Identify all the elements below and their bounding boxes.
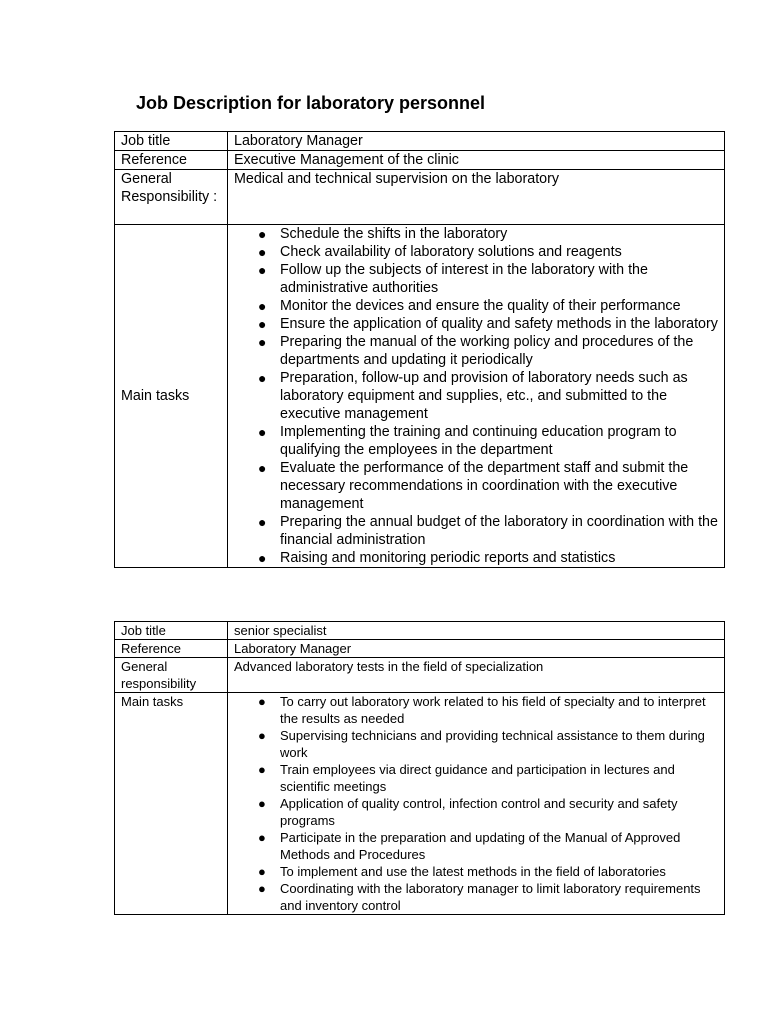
list-item: [258, 549, 718, 567]
list-item: [258, 315, 718, 333]
list-item: [258, 333, 718, 369]
table-row: [115, 225, 725, 568]
bullet-icon: ●: [258, 762, 266, 777]
task-text: To implement and use the latest methods in the field of laboratories: [280, 864, 666, 879]
bullet-icon: ●: [258, 864, 266, 879]
table-row: [115, 640, 725, 658]
task-text: Application of quality control, infection control and security and safety programs: [280, 796, 678, 828]
task-text: Raising and monitoring periodic reports and statistics: [280, 550, 616, 566]
list-item: [258, 243, 718, 261]
list-item: [258, 880, 718, 914]
list-item: [258, 369, 718, 423]
task-text: Preparing the annual budget of the laboratory in coordination with the financial administration: [280, 514, 718, 548]
task-text: Follow up the subjects of interest in the laboratory with the administrative authorities: [280, 262, 648, 296]
bullet-icon: ●: [258, 334, 267, 350]
list-item: [258, 863, 718, 880]
list-item: [258, 423, 718, 459]
bullet-icon: ●: [258, 796, 266, 811]
list-item: [258, 761, 718, 795]
bullet-icon: ●: [258, 262, 267, 278]
list-item: [258, 297, 718, 315]
job-title-value: senior specialist: [228, 622, 725, 640]
job-title-label: Job title: [115, 132, 228, 151]
general-responsibility-value: Advanced laboratory tests in the field of specialization: [228, 658, 725, 693]
main-tasks-list: [234, 225, 718, 567]
general-responsibility-value: Medical and technical supervision on the laboratory: [228, 170, 725, 225]
bullet-icon: ●: [258, 550, 267, 566]
bullet-icon: ●: [258, 514, 267, 530]
task-text: Supervising technicians and providing technical assistance to them during work: [280, 728, 705, 760]
main-tasks-cell: [228, 225, 725, 568]
table-row: [115, 151, 725, 170]
general-responsibility-label: General responsibility: [115, 658, 228, 693]
task-text: Ensure the application of quality and safety methods in the laboratory: [280, 316, 718, 332]
bullet-icon: ●: [258, 244, 267, 260]
list-item: [258, 795, 718, 829]
bullet-icon: ●: [258, 460, 267, 476]
job-description-table-laboratory-manager: [114, 131, 725, 568]
task-text: Preparation, follow-up and provision of laboratory needs such as laboratory equipment and supplies, etc., and submitted to the executive management: [280, 370, 688, 422]
list-item: [258, 261, 718, 297]
bullet-icon: ●: [258, 728, 266, 743]
task-text: To carry out laboratory work related to his field of specialty and to interpret the results as needed: [280, 694, 706, 726]
job-title-label: Job title: [115, 622, 228, 640]
list-item: [258, 829, 718, 863]
bullet-icon: ●: [258, 316, 267, 332]
table-row: [115, 693, 725, 915]
reference-value: Executive Management of the clinic: [228, 151, 725, 170]
list-item: [258, 225, 718, 243]
job-title-value: Laboratory Manager: [228, 132, 725, 151]
task-text: Schedule the shifts in the laboratory: [280, 226, 508, 242]
table-row: [115, 132, 725, 151]
table-row: [115, 622, 725, 640]
bullet-icon: ●: [258, 881, 266, 896]
list-item: [258, 727, 718, 761]
job-description-table-senior-specialist: [114, 621, 725, 915]
list-item: [258, 459, 718, 513]
main-tasks-label: Main tasks: [115, 693, 228, 915]
reference-label: Reference: [115, 151, 228, 170]
main-tasks-list: [234, 693, 718, 914]
bullet-icon: ●: [258, 370, 267, 386]
list-item: [258, 513, 718, 549]
general-responsibility-label: General Responsibility :: [115, 170, 228, 225]
task-text: Participate in the preparation and updating of the Manual of Approved Methods and Procedures: [280, 830, 681, 862]
bullet-icon: ●: [258, 694, 266, 709]
task-text: Preparing the manual of the working policy and procedures of the departments and updating it periodically: [280, 334, 694, 368]
table-row: [115, 658, 725, 693]
task-text: Train employees via direct guidance and participation in lectures and scientific meetings: [280, 762, 675, 794]
bullet-icon: ●: [258, 298, 267, 314]
page-title: Job Description for laboratory personnel: [136, 93, 486, 113]
task-text: Check availability of laboratory solutions and reagents: [280, 244, 622, 260]
main-tasks-label: Main tasks: [115, 225, 228, 568]
bullet-icon: ●: [258, 830, 266, 845]
bullet-icon: ●: [258, 424, 267, 440]
task-text: Evaluate the performance of the department staff and submit the necessary recommendations in coordination with the executive management: [280, 460, 689, 512]
task-text: Monitor the devices and ensure the quality of their performance: [280, 298, 681, 314]
reference-label: Reference: [115, 640, 228, 658]
table-row: [115, 170, 725, 225]
reference-value: Laboratory Manager: [228, 640, 725, 658]
list-item: [258, 693, 718, 727]
task-text: Implementing the training and continuing education program to qualifying the employees in the department: [280, 424, 677, 458]
bullet-icon: ●: [258, 226, 267, 242]
task-text: Coordinating with the laboratory manager to limit laboratory requirements and inventory control: [280, 881, 701, 913]
main-tasks-cell: [228, 693, 725, 915]
